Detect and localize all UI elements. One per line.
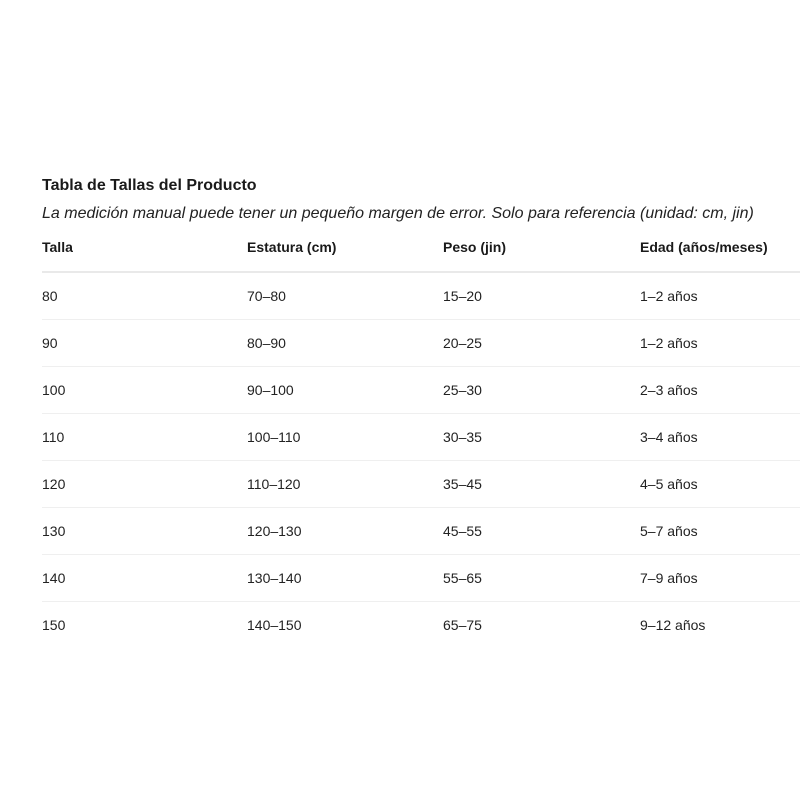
table-row [42, 602, 800, 649]
cell-height: 120–130 [247, 508, 443, 555]
header-size: Talla [42, 239, 247, 272]
cell-size: 100 [42, 367, 247, 414]
table-row [42, 272, 800, 320]
cell-age: 9–12 años [640, 617, 706, 633]
cell-height: 90–100 [247, 367, 443, 414]
cell-age: 3–4 años [640, 414, 800, 461]
table-header-row [42, 239, 800, 272]
cell-weight: 15–20 [443, 272, 640, 320]
cell-size: 120 [42, 461, 247, 508]
cell-size: 130 [42, 508, 247, 555]
cell-size: 110 [42, 414, 247, 461]
table-row [42, 414, 800, 461]
cell-height: 100–110 [247, 414, 443, 461]
cell-size: 80 [42, 272, 247, 320]
cell-age: 4–5 años [640, 461, 800, 508]
cell-height: 130–140 [247, 555, 443, 602]
cell-height: 70–80 [247, 272, 443, 320]
table-row [42, 367, 800, 414]
table-row [42, 461, 800, 508]
cell-weight: 65–75 [443, 617, 482, 633]
header-weight: Peso (jin) [443, 239, 640, 272]
chart-title: Tabla de Tallas del Producto [42, 177, 257, 194]
header-age: Edad (años/meses) [640, 239, 800, 272]
header-height: Estatura (cm) [247, 239, 443, 272]
cell-age: 1–2 años [640, 320, 800, 367]
table-row [42, 320, 800, 367]
cell-size: 140 [42, 555, 247, 602]
cell-weight: 20–25 [443, 320, 640, 367]
cell-age: 2–3 años [640, 367, 800, 414]
table-row [42, 508, 800, 555]
cell-age: 7–9 años [640, 555, 800, 602]
cell-weight: 55–65 [443, 555, 640, 602]
cell-age: 5–7 años [640, 508, 800, 555]
cell-weight: 35–45 [443, 461, 640, 508]
measurement-note: La medición manual puede tener un pequeño margen de error. Solo para referencia (unidad: cm, jin) [42, 205, 754, 222]
cell-size: 150 [42, 617, 66, 633]
cell-age: 1–2 años [640, 272, 800, 320]
cell-size: 90 [42, 320, 247, 367]
cell-weight: 30–35 [443, 414, 640, 461]
cell-height: 110–120 [247, 461, 443, 508]
table-row [42, 555, 800, 602]
cell-weight: 45–55 [443, 508, 640, 555]
size-table [42, 239, 800, 648]
size-chart [42, 174, 800, 648]
cell-weight: 25–30 [443, 367, 640, 414]
cell-height: 140–150 [247, 617, 302, 633]
cell-height: 80–90 [247, 320, 443, 367]
